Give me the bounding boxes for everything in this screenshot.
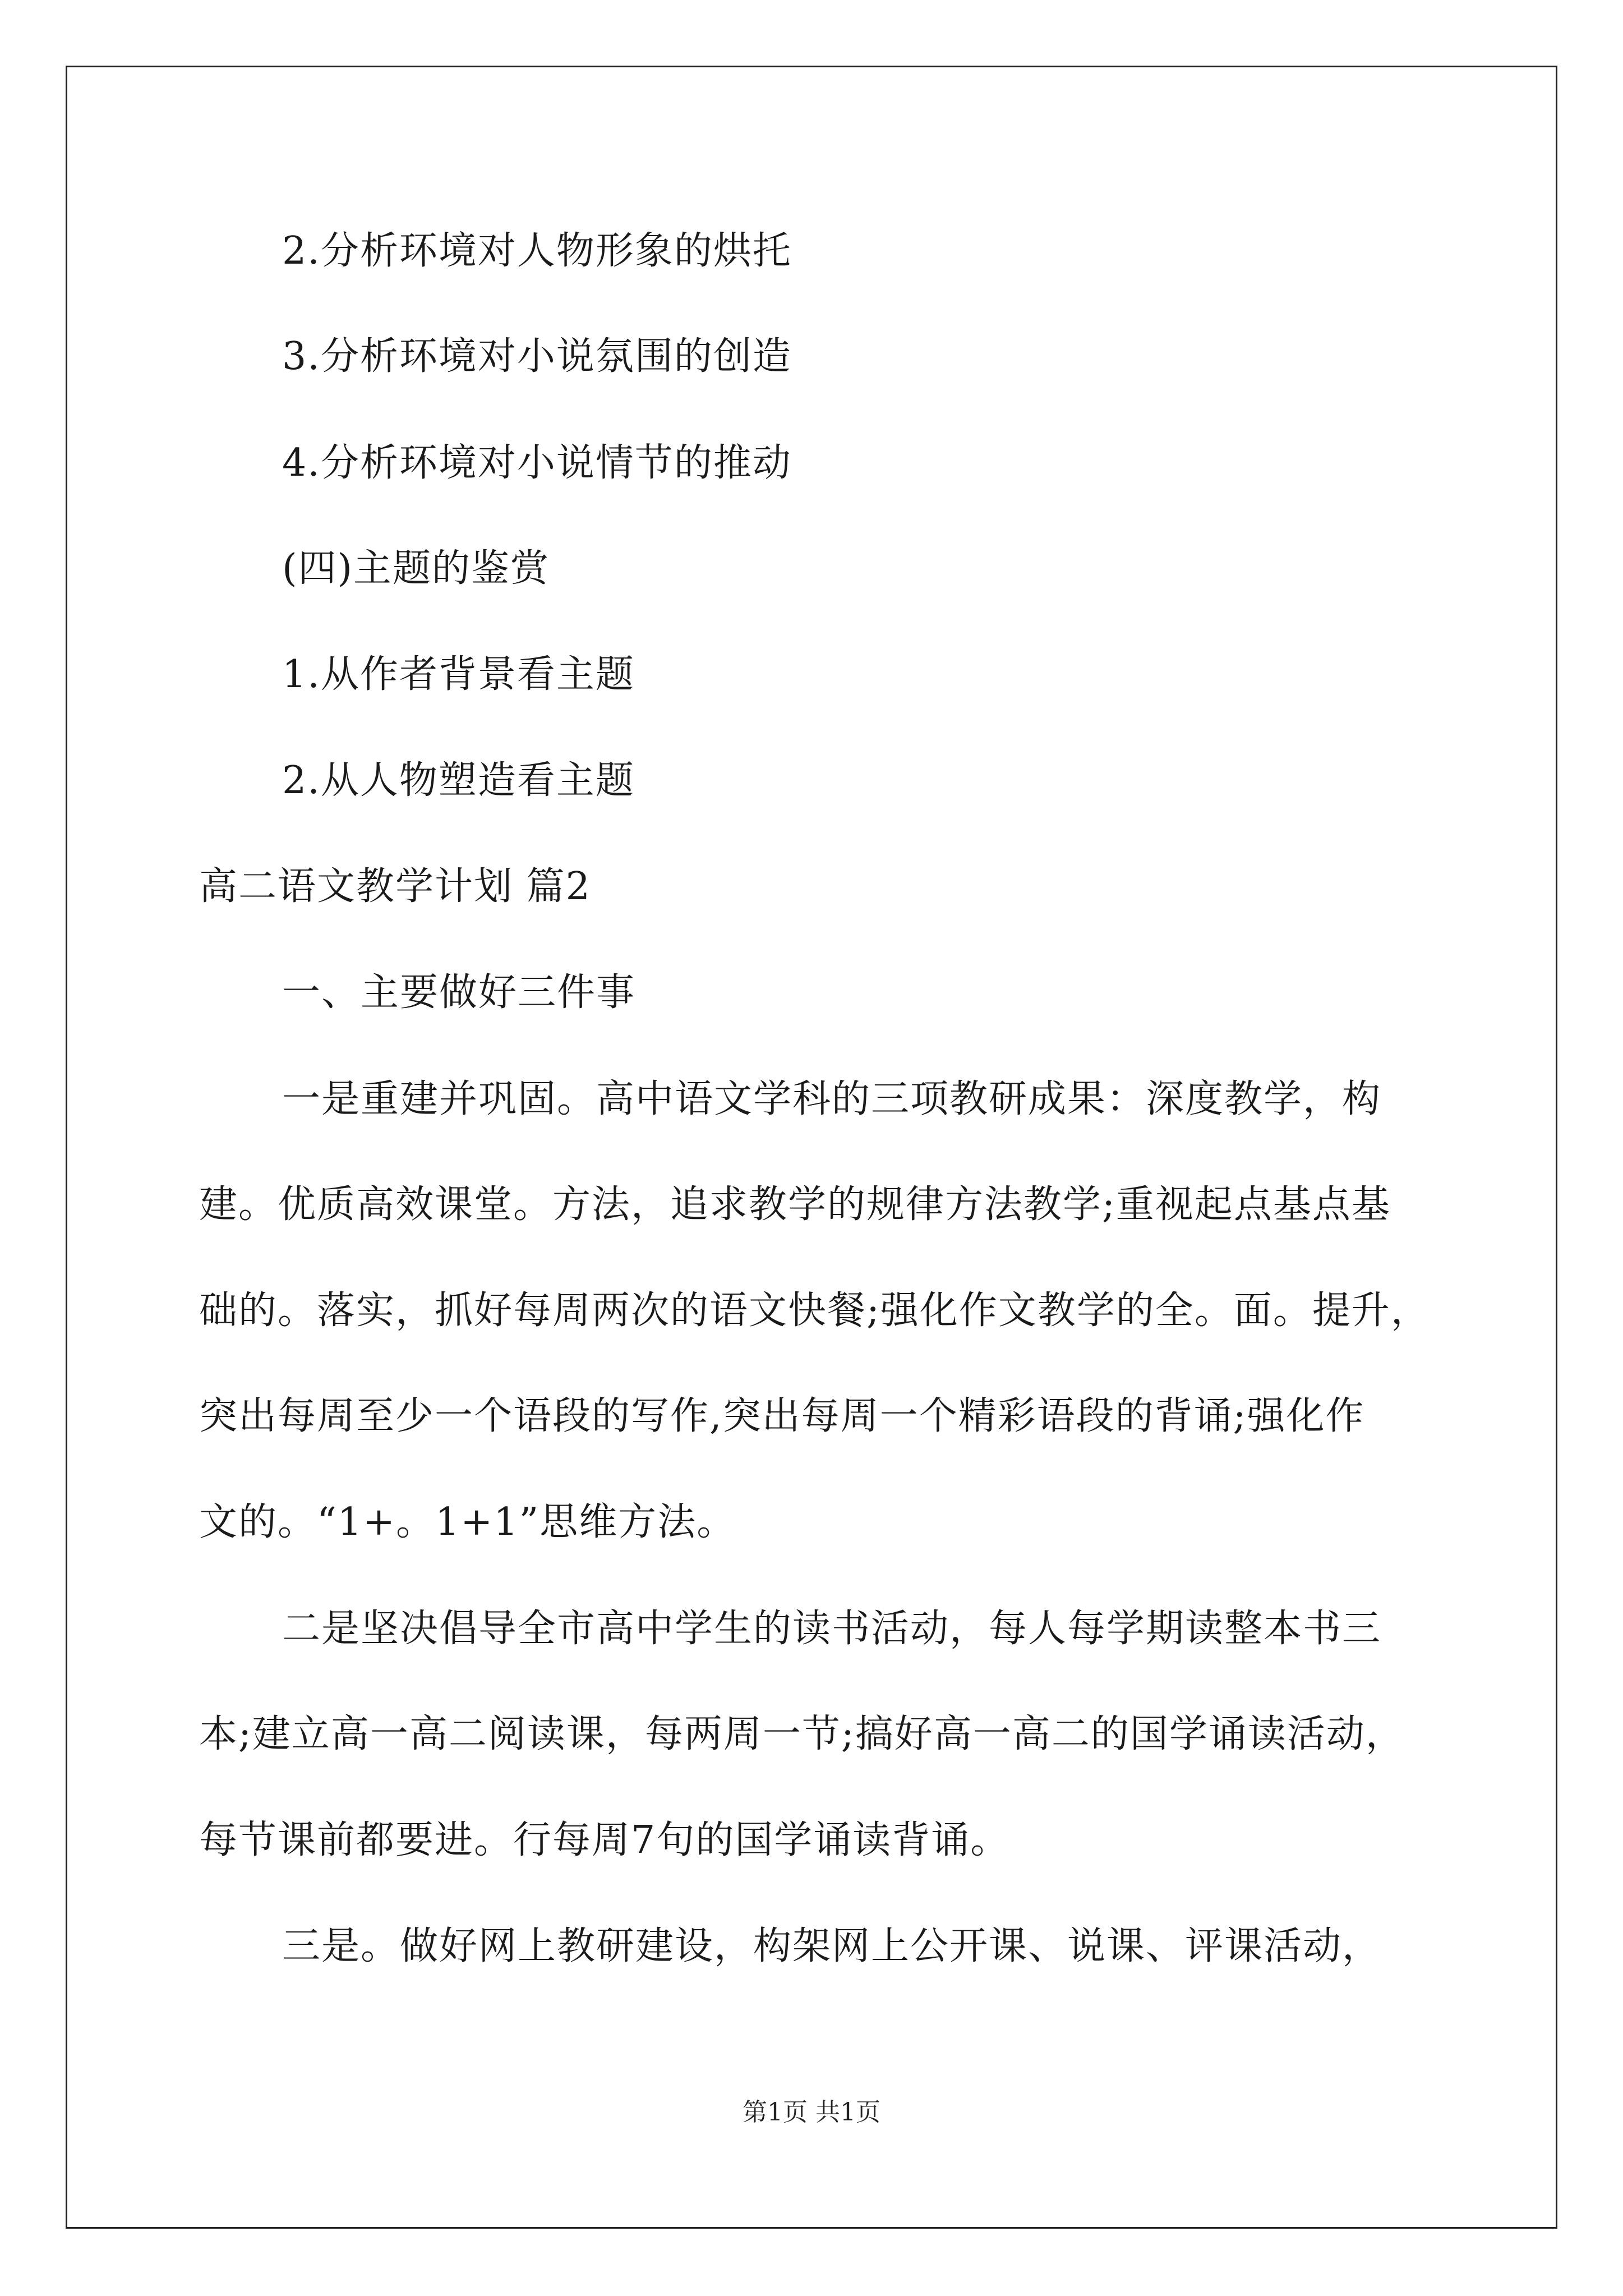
text-line: 4.分析环境对小说情节的推动 [282, 441, 792, 485]
text-line: 2.分析环境对人物形象的烘托 [282, 229, 792, 273]
paragraph-line: 每节课前都要进。行每周7句的国学诵读背诵。 [199, 1818, 1010, 1862]
section-heading: 一、主要做好三件事 [282, 970, 636, 1015]
article-title: 高二语文教学计划 篇2 [199, 864, 591, 909]
page-border [66, 66, 1557, 2229]
text-line: 2.从人物塑造看主题 [282, 758, 635, 803]
paragraph-line: 突出每周至少一个语段的写作,突出每周一个精彩语段的背诵;强化作 [199, 1394, 1365, 1438]
paragraph-line: 础的。落实，抓好每周两次的语文快餐;强化作文教学的全。面。提升， [199, 1289, 1430, 1333]
page-number: 第1页 共1页 [743, 2098, 880, 2127]
section-heading: (四)主题的鉴赏 [282, 546, 550, 591]
paragraph-line: 建。优质高效课堂。方法，追求教学的规律方法教学;重视起点基点基 [199, 1182, 1391, 1227]
paragraph-line: 一是重建并巩固。高中语文学科的三项教研成果：深度教学，构 [282, 1077, 1382, 1121]
text-line: 1.从作者背景看主题 [282, 652, 635, 697]
paragraph-line: 本;建立高一高二阅读课，每两周一节;搞好高一高二的国学诵读活动， [199, 1712, 1405, 1756]
text-line: 3.分析环境对小说氛围的创造 [282, 334, 792, 379]
paragraph-line: 三是。做好网上教研建设，构架网上公开课、说课、评课活动， [282, 1924, 1382, 1968]
paragraph-line: 二是坚决倡导全市高中学生的读书活动，每人每学期读整本书三 [282, 1607, 1382, 1651]
paragraph-line: 文的。“1+。1+1”思维方法。 [199, 1500, 736, 1544]
